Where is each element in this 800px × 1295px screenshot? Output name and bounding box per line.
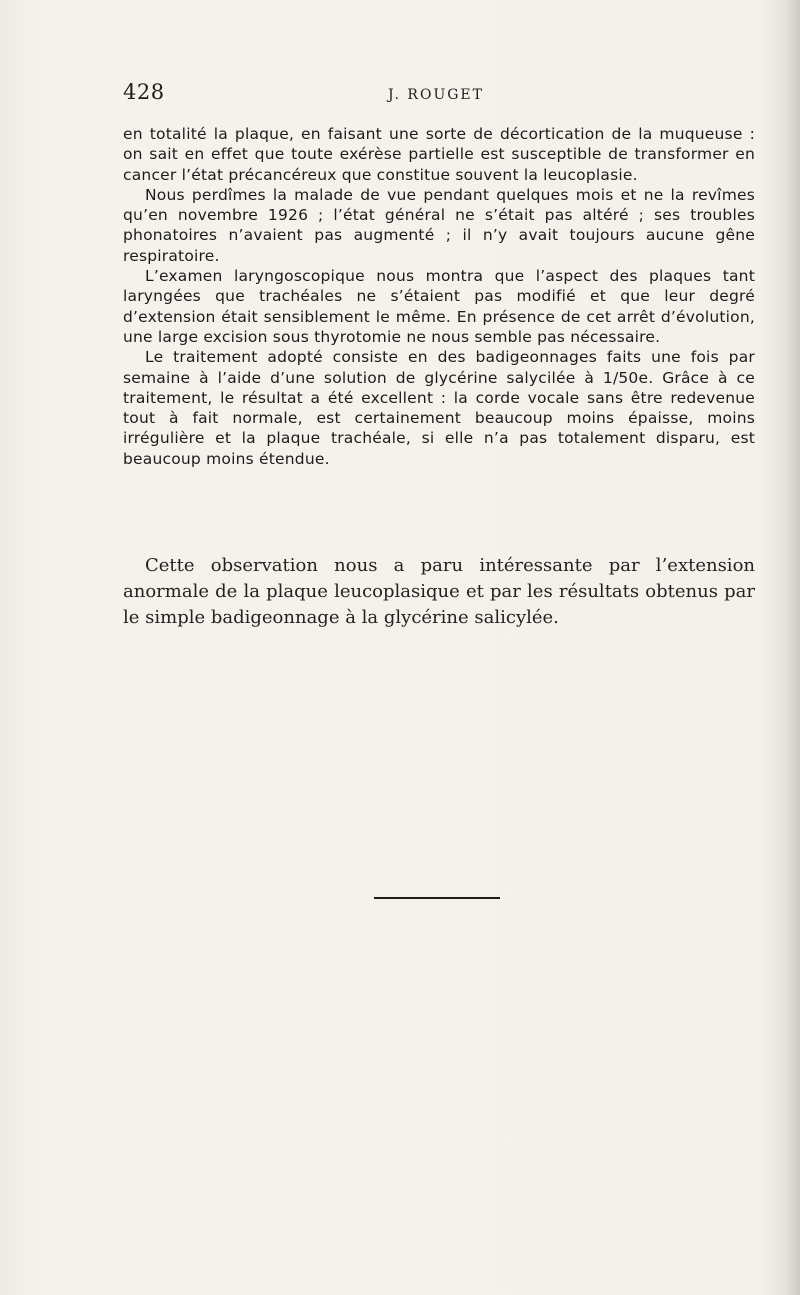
paragraph-2: Nous perdîmes la malade de vue pendant quelques mois et ne la revîmes qu’en novembre 1926 ; l’état général ne s’était pas altéré ; ses troubles phonatoires n’avaient pas augmenté ; il n’y avait toujours aucune gêne respiratoire.	[123, 185, 755, 265]
page-number: 428	[123, 80, 165, 104]
conclusion-paragraph: Cette observation nous a paru intéressante par l’extension anormale de la plaque leucoplasique et par les résultats obtenus par le simple badigeonnage à la glycérine salicylée.	[123, 555, 755, 628]
section-rule	[374, 897, 500, 899]
running-head: J. ROUGET	[388, 87, 484, 103]
paragraph-1: en totalité la plaque, en faisant une sorte de décortication de la muqueuse : on sait en effet que toute exérèse partielle est susceptible de transformer en cancer l’état précancéreux que constitue souvent la leucoplasie.	[123, 125, 755, 184]
paragraph-4: Le traitement adopté consiste en des badigeonnages faits une fois par semaine à l’aide d’une solution de glycérine salycilée à 1/50e. Grâce à ce traitement, le résultat a été excellent : la corde vocale sans être redevenue tout à fait normale, est certainement beaucoup moins épaisse, moins irrégulière et la plaque trachéale, si elle n’a pas totalement disparu, est beaucoup moins étendue.	[123, 348, 755, 468]
page-edge-shadow	[786, 0, 800, 1295]
body-text	[123, 124, 755, 469]
page-header	[123, 80, 755, 110]
paragraph-3: L’examen laryngoscopique nous montra que l’aspect des plaques tant laryngées que trachéales ne s’étaient pas modifié et que leur degré d’extension était sensiblement le même. En présence de cet arrêt d’évolution, une large excision sous thyrotomie ne nous semble pas nécessaire.	[123, 267, 755, 346]
